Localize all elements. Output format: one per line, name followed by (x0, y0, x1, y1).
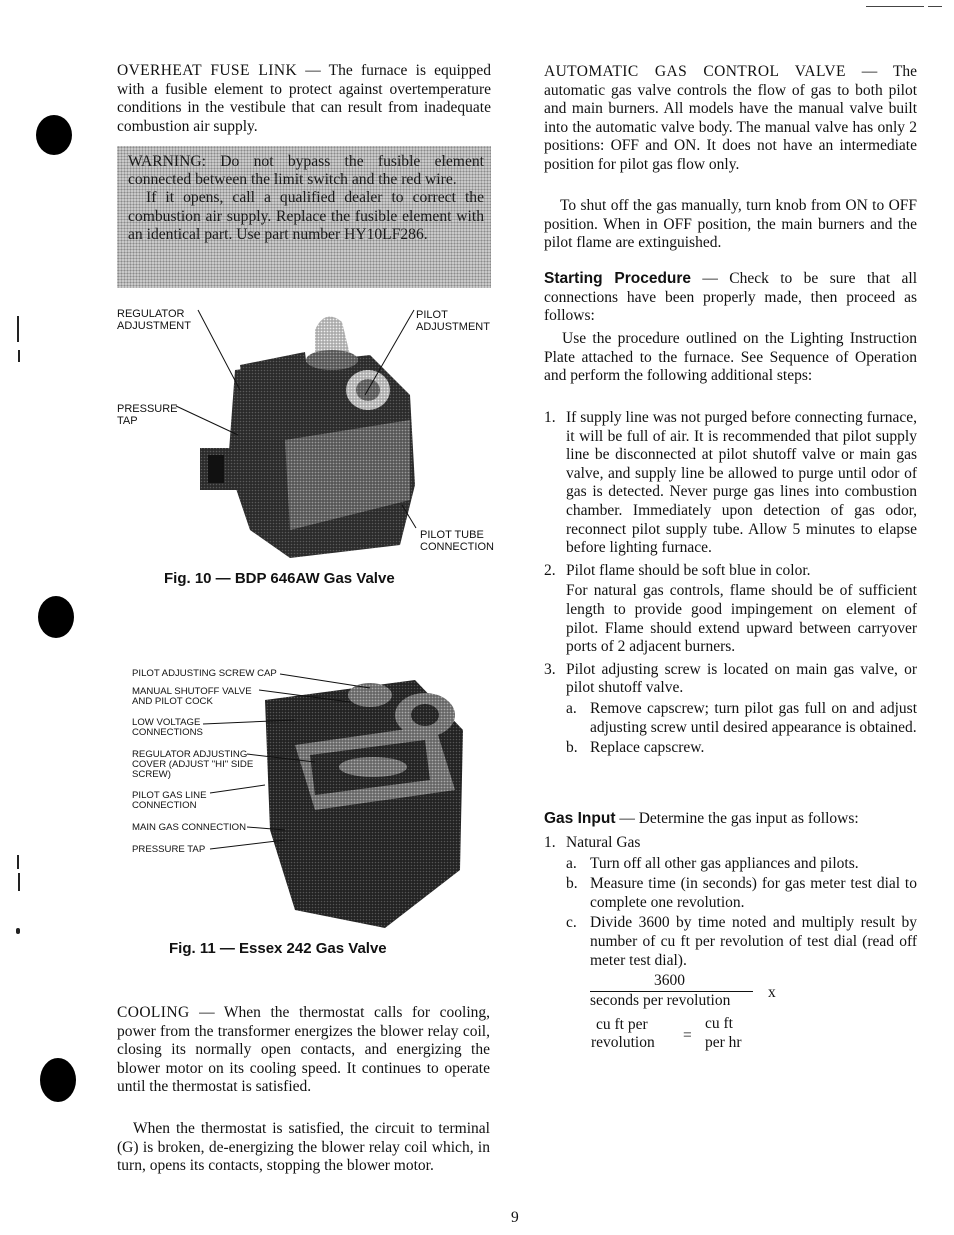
margin-mark (18, 350, 20, 362)
fig11-label-low-voltage: LOW VOLTAGE CONNECTIONS (132, 717, 203, 738)
substep-text: Measure time (in seconds) for gas meter test dial to complete one revolution. (590, 875, 917, 911)
substep-letter: a. (566, 854, 577, 872)
auto-gas-valve-paragraph-2: To shut off the gas manually, turn knob from ON to OFF position. When in OFF position, the main burners and the pilot flame are extinguished. (544, 197, 917, 252)
step-number: 1. (544, 409, 556, 426)
fig10-label-pilot-tube: PILOT TUBE CONNECTION (420, 529, 494, 553)
gas-step-c (544, 914, 917, 970)
overheat-lead: OVERHEAT FUSE LINK (117, 62, 298, 79)
page-number: 9 (511, 1209, 519, 1226)
agcv-text: The automatic gas valve controls the flow of gas to both pilot and main burners. All models have the manual valve built into the automatic valve body. The manual valve has only 2 positions: OFF and ON. It does not have an intermediate position for pilot gas flow only. (544, 63, 917, 173)
gas-input-heading: Gas Input (544, 810, 616, 827)
gas-step-a (544, 855, 917, 874)
cooling-text: When the thermostat calls for cooling, power from the transformer energizes the blower relay coil, closing its normally open contacts, and energizing the blower motor on its cooling speed. It continues to operate until the thermostat is satisfied. (117, 1004, 490, 1096)
formula-lhs-1: cu ft per (596, 1016, 648, 1033)
warning-line-2: If it opens, call a qualified dealer to correct the combustion air supply. Replace the fusible element with an identical part. Use part number HY10LF286. (128, 189, 484, 243)
formula-equals: = (683, 1027, 692, 1044)
overheat-text: The furnace is equipped with a fusible element to protect against overtemperature conditions in the vestibule that can result from inadequate combustion air supply. (117, 62, 491, 135)
substep-letter: c. (566, 914, 577, 932)
dash: — (845, 63, 893, 80)
fig11-label-regulator: REGULATOR ADJUSTING COVER (ADJUST "HI" SIDE SCREW) (132, 749, 254, 780)
step-2 (544, 562, 917, 581)
cooling-paragraph (117, 1004, 490, 1097)
dash: — (189, 1004, 224, 1021)
step-number: 2. (544, 561, 556, 579)
gas-input-steps (544, 834, 917, 970)
step-text: If supply line was not purged before connecting furnace, it will be full of air. It is recommended that pilot supply line be disconnected at pilot shutoff valve or main gas valve, and supply line be allowed to purge until odor of gas is detected. Never purge gas lines into combustion chamber. Immediately upon detection of gas odor, reconnect pilot supply tube. Allow 5 minutes to elapse before lighting furnace. (566, 409, 917, 557)
substep-text: Turn off all other gas appliances and pilots. (590, 854, 859, 872)
step-detail-text: For natural gas controls, flame should be of sufficient length to provide good impingement on element of pilot. Flame should extend upward between carryover ports of 2 adjacent burners. (566, 582, 917, 656)
margin-mark (17, 316, 19, 342)
starting-text: Check to be sure that all connections have been properly made, then proceed as follows: (544, 270, 917, 325)
step-text: Natural Gas (566, 834, 641, 851)
step-number: 1. (544, 834, 556, 851)
agcv-lead: AUTOMATIC GAS CONTROL VALVE (544, 63, 846, 80)
fig11-label-cap: PILOT ADJUSTING SCREW CAP (132, 668, 277, 679)
warning-text (128, 153, 484, 244)
substep-letter: b. (566, 739, 578, 757)
fig10-caption: Fig. 10 — BDP 646AW Gas Valve (164, 570, 395, 587)
formula-lhs (596, 1016, 648, 1035)
binder-hole-3 (40, 1058, 76, 1102)
top-rule (866, 6, 924, 7)
formula-rhs-1: cu ft (705, 1015, 733, 1032)
step-1 (544, 409, 917, 558)
cooling-paragraph-2: When the thermostat is satisfied, the circuit to terminal (G) is broken, de-energizing the blower relay coil which, in turn, opens its contacts, stopping the blower motor. (117, 1120, 490, 1175)
step-text: Pilot adjusting screw is located on main gas valve, or pilot shutoff valve. (566, 660, 917, 697)
dash: — (297, 62, 329, 79)
warning-line-1: WARNING: Do not bypass the fusible element connected between the limit switch and the red wire. (128, 153, 484, 189)
dash: — (615, 810, 639, 827)
fig11-label-main-gas: MAIN GAS CONNECTION (132, 822, 247, 833)
formula-rhs (705, 1015, 742, 1052)
binder-hole-1 (36, 115, 72, 155)
formula-denominator: seconds per revolution (590, 992, 731, 1009)
step-3b (544, 739, 917, 758)
formula-lhs-2: revolution (591, 1034, 655, 1051)
substep-text: Replace capscrew. (590, 739, 705, 757)
starting-procedure-heading: Starting Procedure (544, 270, 692, 287)
natural-gas-item (544, 834, 917, 853)
margin-mark (16, 928, 20, 934)
margin-mark (18, 873, 20, 891)
top-rule-short (928, 6, 942, 7)
fig11-label-pressure-tap: PRESSURE TAP (132, 844, 206, 855)
fig10-gas-valve-image (110, 300, 500, 565)
substep-text: Divide 3600 by time noted and multiply result by number of cu ft per revolution of test dial (read off meter test dial). (590, 914, 917, 969)
substep-text: Remove capscrew; turn pilot gas full on and adjust adjusting screw until desired appearance is obtained. (590, 699, 917, 736)
formula-times: x (768, 984, 776, 1001)
overheat-fuse-link-paragraph (117, 62, 491, 136)
starting-steps (544, 409, 917, 758)
substep-letter: b. (566, 875, 578, 893)
substep-letter: a. (566, 699, 577, 717)
starting-procedure-paragraph (544, 270, 917, 326)
step-number: 3. (544, 660, 556, 678)
formula-rhs-2: per hr (705, 1033, 742, 1051)
fig11-label-pilot-gas-line: PILOT GAS LINE CONNECTION (132, 790, 207, 811)
dash: — (691, 270, 730, 287)
fig10-label-pilot-adjustment: PILOT ADJUSTMENT (416, 309, 490, 333)
fig10-label-regulator: REGULATOR ADJUSTMENT (117, 308, 191, 332)
gas-input-text: Determine the gas input as follows: (638, 810, 859, 827)
auto-gas-valve-paragraph (544, 63, 917, 175)
starting-paragraph-2: Use the procedure outlined on the Lighting Instruction Plate attached to the furnace. See Sequence of Operation and perform the following additional steps: (544, 330, 917, 385)
fig11-caption: Fig. 11 — Essex 242 Gas Valve (169, 940, 387, 957)
step-2-detail (544, 582, 917, 656)
cooling-lead: COOLING (117, 1004, 190, 1021)
gas-step-b (544, 875, 917, 912)
step-3a (544, 700, 917, 737)
fig10-label-pressure-tap: PRESSURE TAP (117, 403, 178, 427)
fig11-label-manual-shutoff: MANUAL SHUTOFF VALVE AND PILOT COCK (132, 686, 252, 707)
formula-numerator: 3600 (654, 972, 685, 989)
gas-input-paragraph (544, 810, 917, 829)
step-3 (544, 661, 917, 698)
binder-hole-2 (38, 596, 74, 638)
margin-mark (17, 855, 19, 869)
step-text: Pilot flame should be soft blue in color. (566, 561, 811, 579)
